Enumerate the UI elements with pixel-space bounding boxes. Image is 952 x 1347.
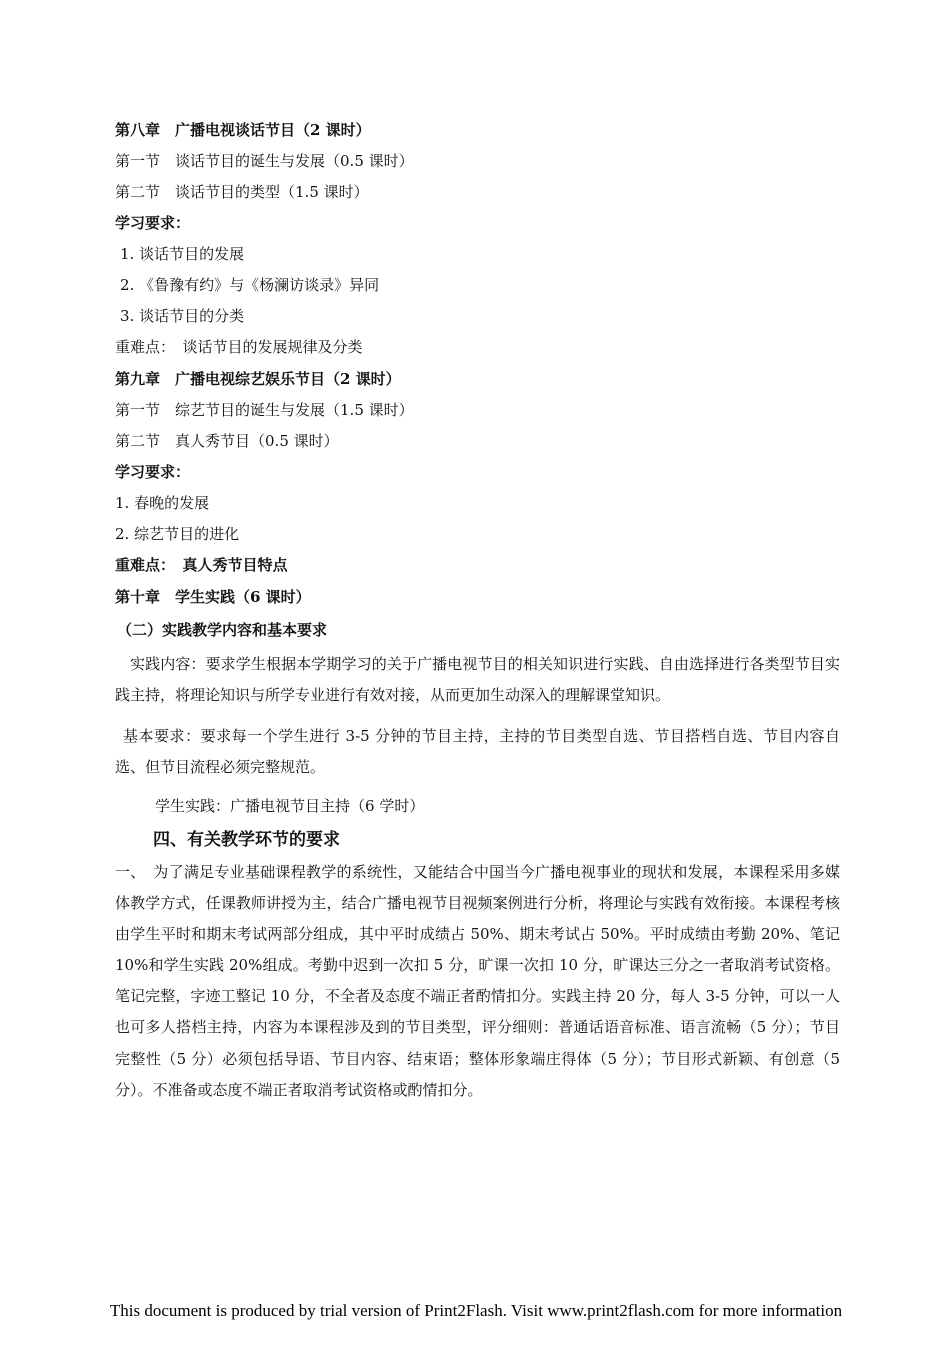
chapter-9-title: 第九章 广播电视综艺娱乐节目（2 课时）	[115, 370, 401, 388]
chapter-8-requirement-1: 1. 谈话节目的发展	[120, 245, 245, 263]
chapter-9-requirement-2: 2. 综艺节目的进化	[115, 525, 240, 543]
practice-heading: （二）实践教学内容和基本要求	[117, 621, 328, 639]
chapter-8-title: 第八章 广播电视谈话节目（2 课时）	[115, 121, 371, 139]
chapter-8-requirements-label: 学习要求：	[115, 214, 191, 232]
chapter-9-section-1: 第一节 综艺节目的诞生与发展（1.5 课时）	[115, 401, 414, 419]
chapter-9-requirements-label: 学习要求：	[115, 463, 191, 481]
section-4-body: 一、 为了满足专业基础课程教学的系统性，又能结合中国当今广播电视事业的现状和发展，本课程采用多媒体教学方式，任课教师讲授为主，结合广播电视节目视频案例进行分析，将理论与实践有效衔接。本课程考核由学生平时和期末考试两部分组成，其中平时成绩占 50%、期末考试占 50%。平时成绩由考勤 20%、笔记 10%和学生实践 20%组成。考勤中迟到一次扣 5 分，旷课一次扣 10 分，旷课达三分之一者取消考试资格。笔记完整，字迹工整记 10 分，不全者及态度不端正者酌情扣分。实践主持 20 分，每人 3-5 分钟，可以一人也可多人搭档主持，内容为本课程涉及到的节目类型，评分细则：普通话语音标准、语言流畅（5 分）；节目完整性（5 分）必须包括导语、节目内容、结束语；整体形象端庄得体（5 分）；节目形式新颖、有创意（5 分）。不准备或态度不端正者取消考试资格或酌情扣分。	[115, 863, 840, 1099]
chapter-8-section-1: 第一节 谈话节目的诞生与发展（0.5 课时）	[115, 152, 414, 170]
section-4-heading: 四、有关教学环节的要求	[153, 830, 340, 850]
practice-basic-requirements: 基本要求：要求每一个学生进行 3-5 分钟的节目主持，主持的节目类型自选、节目搭档自选、节目内容自选、但节目流程必须完整规范。	[115, 727, 840, 777]
chapter-8-requirement-3: 3. 谈话节目的分类	[120, 307, 245, 325]
chapter-8-key-points: 重难点： 谈话节目的发展规律及分类	[115, 338, 363, 356]
practice-content: 实践内容：要求学生根据本学期学习的关于广播电视节目的相关知识进行实践、自由选择进行各类型节目实践主持，将理论知识与所学专业进行有效对接，从而更加生动深入的理解课堂知识。	[115, 655, 840, 705]
trial-version-footer: This document is produced by trial version of Print2Flash. Visit www.print2flash.com for more information	[109, 1301, 843, 1320]
chapter-10-title: 第十章 学生实践（6 课时）	[115, 588, 311, 606]
practice-hours: 学生实践：广播电视节目主持（6 学时）	[155, 797, 425, 815]
chapter-8-section-2: 第二节 谈话节目的类型（1.5 课时）	[115, 183, 369, 201]
chapter-9-requirement-1: 1. 春晚的发展	[115, 494, 210, 512]
chapter-9-key-points: 重难点： 真人秀节目特点	[115, 556, 288, 574]
chapter-9-section-2: 第二节 真人秀节目（0.5 课时）	[115, 432, 339, 450]
chapter-8-requirement-2: 2. 《鲁豫有约》与《杨澜访谈录》异同	[120, 276, 380, 294]
